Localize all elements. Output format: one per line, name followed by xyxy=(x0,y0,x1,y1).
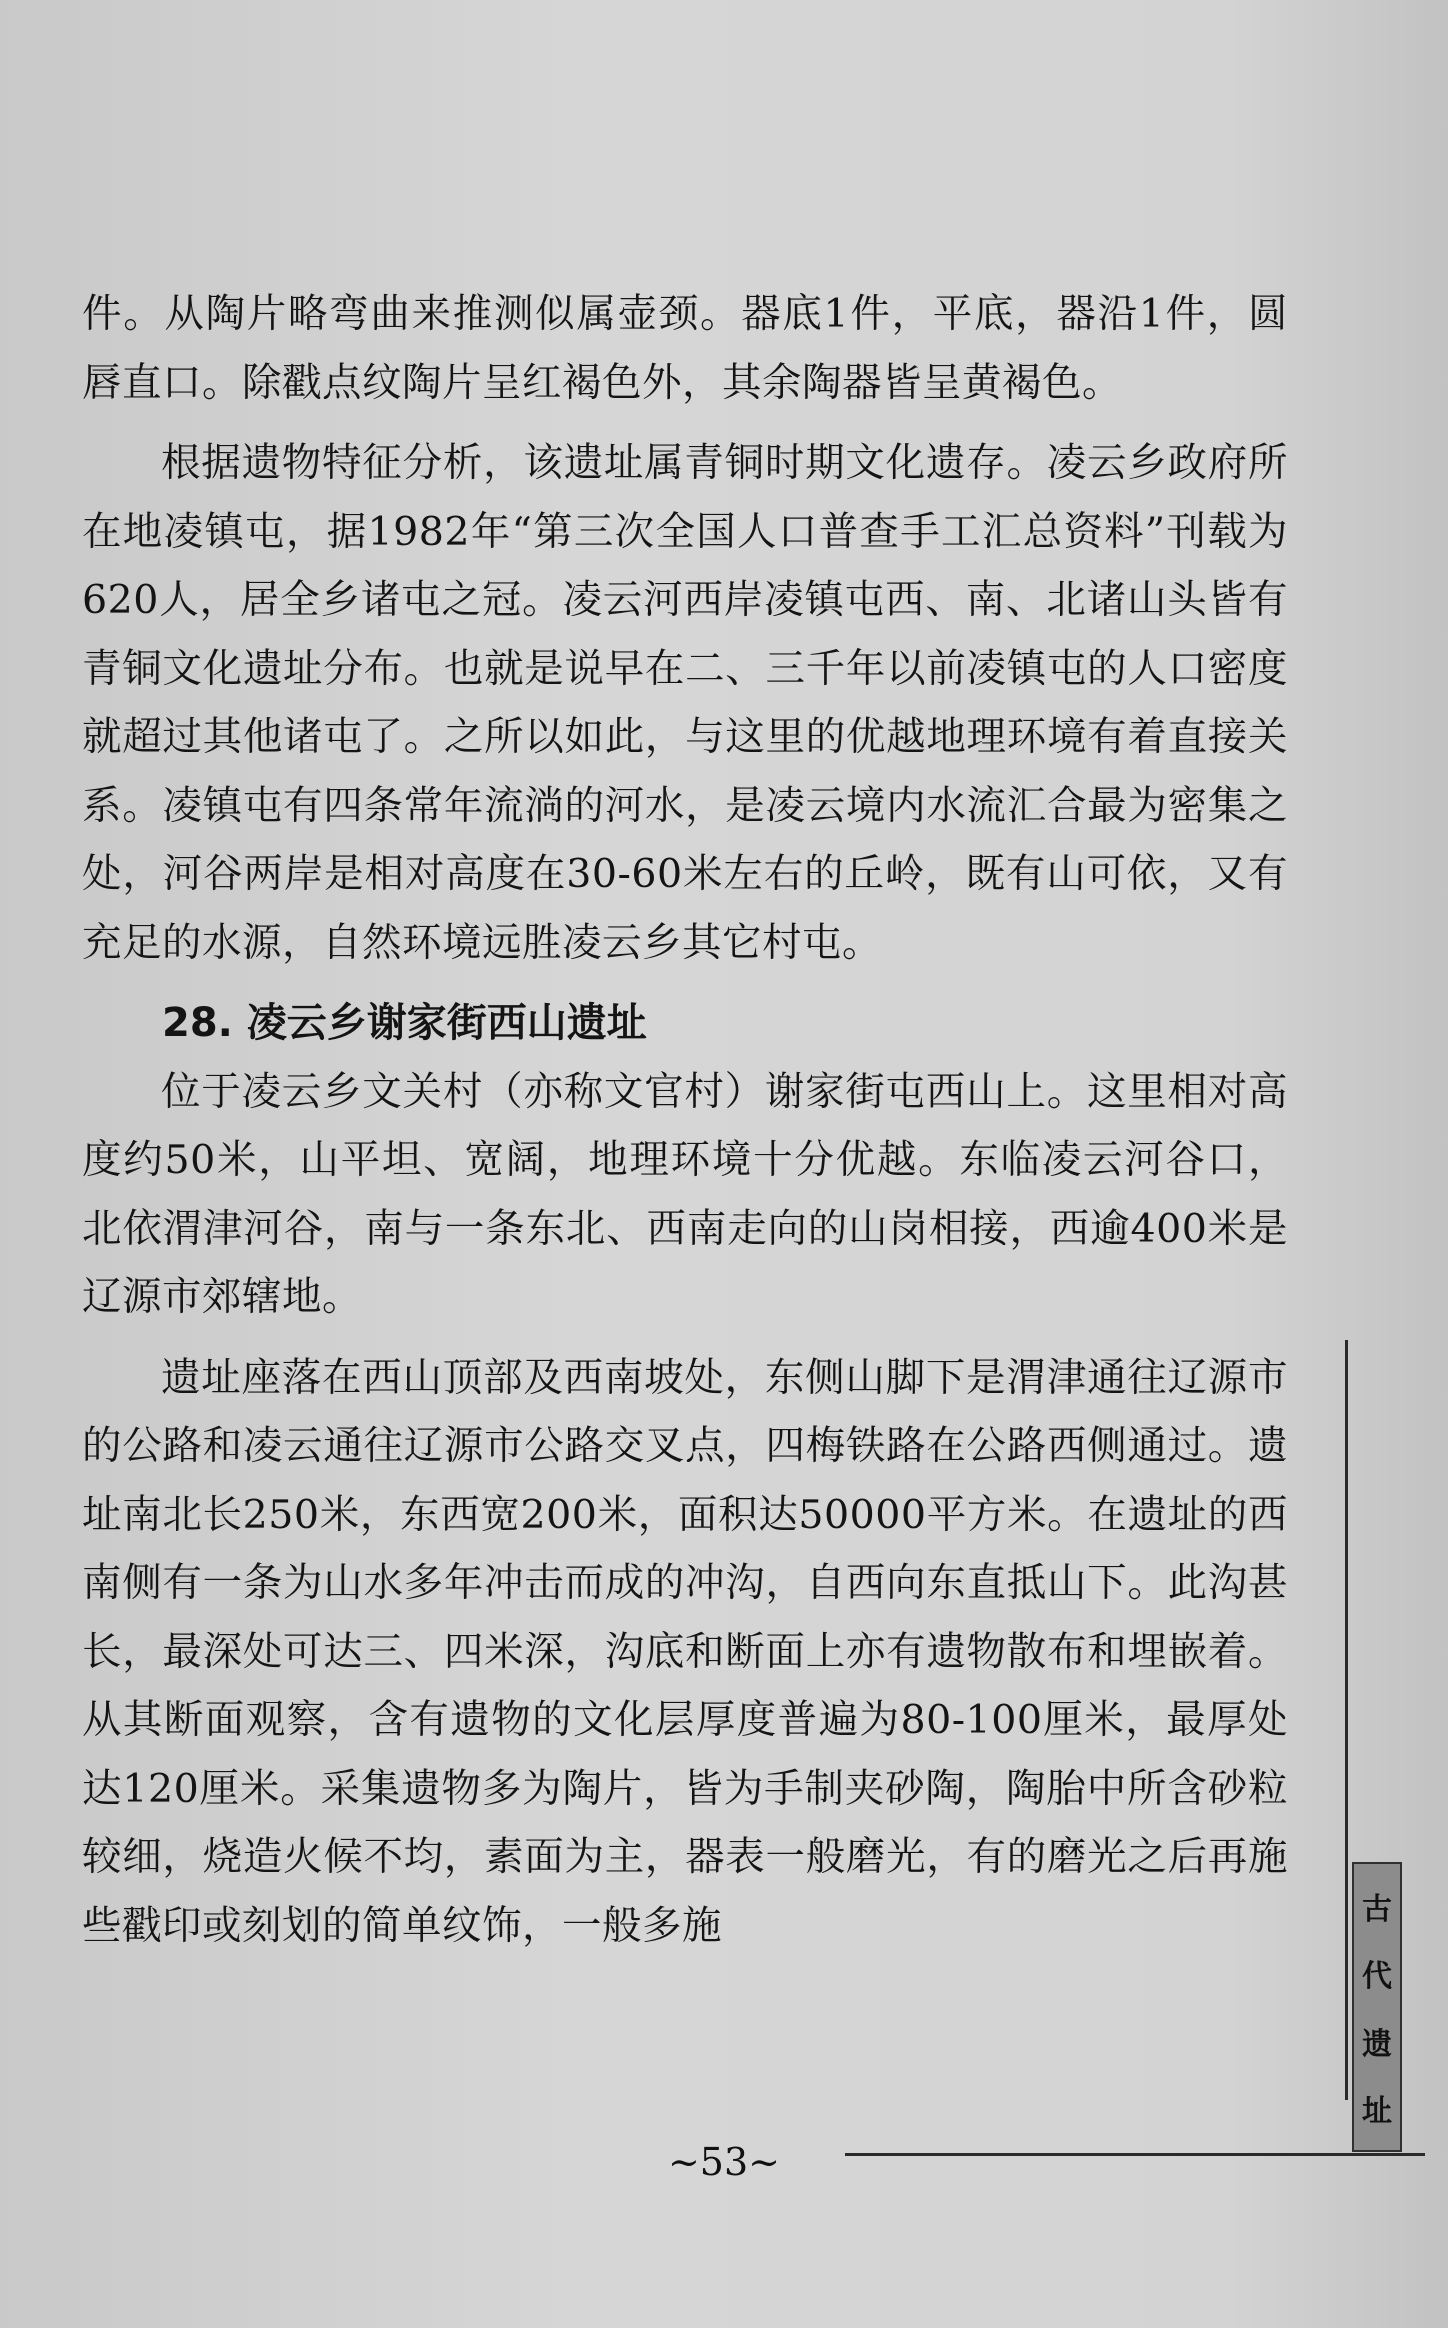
margin-vertical-rule xyxy=(1345,1340,1348,2100)
side-tab-char: 代 xyxy=(1362,1959,1392,1995)
paragraph-3: 位于凌云乡文关村（亦称文官村）谢家街屯西山上。这里相对高度约50米，山平坦、宽阔，地理环境十分优越。东临凌云河谷口，北依渭津河谷，南与一条东北、西南走向的山岗相接，西逾400米是辽源市郊辖地。 xyxy=(82,1068,1288,1320)
paragraph-4: 遗址座落在西山顶部及西南坡处，东侧山脚下是渭津通往辽源市的公路和凌云通往辽源市公路交叉点，四梅铁路在公路西侧通过。遗址南北长250米，东西宽200米，面积达50000平方米。在遗址的西南侧有一条为山水多年冲击而成的冲沟，自西向东直抵山下。此沟甚长，最深处可达三、四米深，沟底和断面上亦有遗物散布和埋嵌着。从其断面观察，含有遗物的文化层厚度普遍为80-100厘米，最厚处达120厘米。采集遗物多为陶片，皆为手制夹砂陶，陶胎中所含砂粒较细，烧造火候不均，素面为主，器表一般磨光，有的磨光之后再施些戳印或刻划的简单纹饰，一般多施 xyxy=(82,1354,1288,1949)
side-tab-char: 址 xyxy=(1362,2094,1392,2130)
paragraph-gap xyxy=(82,1332,1288,1344)
page-number: ~53~ xyxy=(667,2140,781,2184)
section-heading: 28. 凌云乡谢家街西山遗址 xyxy=(162,1000,647,1046)
paragraph-1: 件。从陶片略弯曲来推测似属壶颈。器底1件，平底，器沿1件，圆唇直口。除戳点纹陶片呈红褐色外，其余陶器皆呈黄褐色。 xyxy=(82,291,1288,406)
chapter-side-tab xyxy=(1352,1862,1402,2152)
paragraph-2: 根据遗物特征分析，该遗址属青铜时期文化遗存。凌云乡政府所在地凌镇屯，据1982年“第三次全国人口普查手工汇总资料”刊载为620人，居全乡诸屯之冠。凌云河西岸凌镇屯西、南、北诸山头皆有青铜文化遗址分布。也就是说早在二、三千年以前凌镇屯的人口密度就超过其他诸屯了。之所以如此，与这里的优越地理环境有着直接关系。凌镇屯有四条常年流淌的河水，是凌云境内水流汇合最为密集之处，河谷两岸是相对高度在30-60米左右的丘岭，既有山可依，又有充足的水源，自然环境远胜凌云乡其它村屯。 xyxy=(82,440,1288,966)
page-body xyxy=(82,280,1288,1960)
paragraph-gap xyxy=(82,977,1288,989)
side-tab-char: 古 xyxy=(1362,1891,1392,1927)
paragraph-gap xyxy=(82,417,1288,429)
side-tab-char: 遗 xyxy=(1362,2026,1392,2062)
